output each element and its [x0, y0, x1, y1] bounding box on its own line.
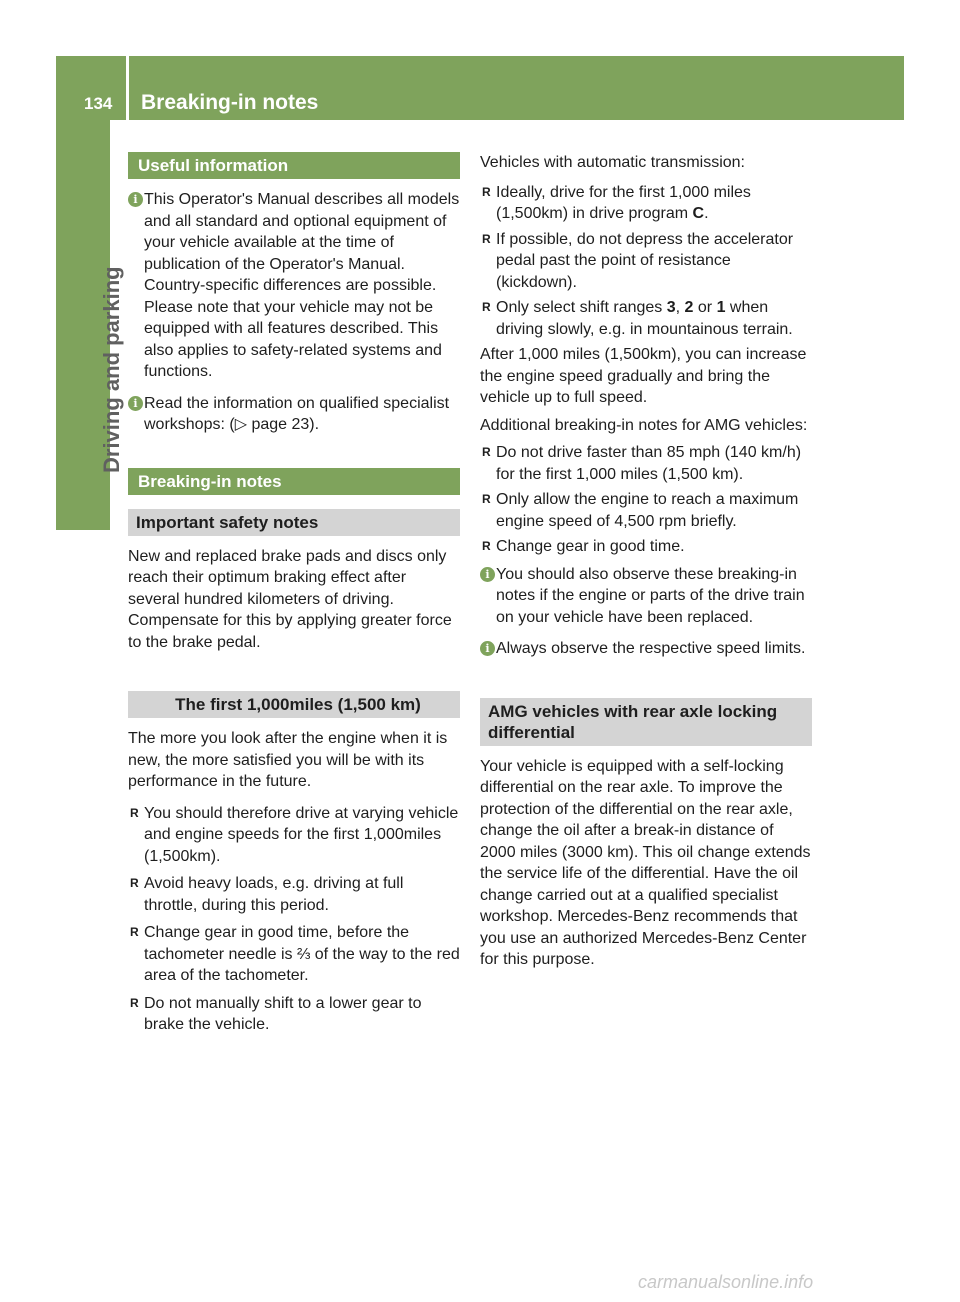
header-divider: [126, 56, 129, 120]
amg-differential-heading: AMG vehicles with rear axle locking differential: [480, 698, 812, 746]
list-item: R If possible, do not depress the accelerator pedal past the point of resistance (kickdown).: [480, 229, 812, 294]
list-item: R You should therefore drive at varying vehicle and engine speeds for the first 1,000miles (1,500km).: [128, 803, 460, 868]
info-text: You should also observe these breaking-in notes if the engine or parts of the drive train on your vehicle have been replaced.: [496, 565, 805, 626]
list-item: [480, 297, 812, 340]
automatic-intro: Vehicles with automatic transmission:: [480, 154, 745, 171]
list-item-text: Ideally, drive for the first 1,000 miles (1,500km) in drive program: [496, 183, 751, 222]
list-item: R Change gear in good time, before the tachometer needle is ⅔ of the way to the red area of the tachometer.: [128, 922, 460, 987]
safety-notes-heading: Important safety notes: [128, 509, 460, 536]
shift-range-3: 3: [666, 299, 676, 316]
info-icon: i: [480, 567, 495, 582]
useful-information-heading: Useful information: [128, 152, 460, 179]
info-note: [480, 638, 812, 660]
list-item-text: ,: [675, 299, 685, 316]
page-number-box: [56, 56, 126, 120]
info-note: [128, 189, 460, 383]
watermark: carmanualsonline.info: [638, 1272, 814, 1292]
page-title: Breaking-in notes: [141, 91, 319, 114]
after-paragraph: After 1,000 miles (1,500km), you can increase the engine speed gradually and bring the vehicle up to full speed.: [480, 346, 807, 406]
right-column: [480, 152, 812, 981]
first-miles-paragraph: The more you look after the engine when it is new, the more satisfied you will be with its performance in the future.: [128, 730, 448, 790]
list-item: R Avoid heavy loads, e.g. driving at full throttle, during this period.: [128, 873, 460, 916]
drive-program-label: C: [692, 205, 705, 222]
list-item: R Do not drive faster than 85 mph (140 km/h) for the first 1,000 miles (1,500 km).: [480, 442, 812, 485]
shift-range-2: 2: [684, 299, 694, 316]
shift-range-1: 1: [716, 299, 726, 316]
info-icon: i: [128, 396, 143, 411]
list-item-text: Only select shift ranges: [496, 299, 667, 316]
list-item: [480, 182, 812, 225]
breaking-in-heading: Breaking-in notes: [128, 468, 460, 495]
list-item-text: .: [704, 205, 709, 222]
page-number: 134: [84, 94, 113, 113]
list-item: R Do not manually shift to a lower gear to brake the vehicle.: [128, 993, 460, 1036]
info-icon: i: [480, 641, 495, 656]
chapter-label: Driving and parking: [99, 266, 124, 473]
left-column: [128, 152, 460, 1042]
info-text: This Operator's Manual describes all models and all standard and optional equipment of your vehicle available at the time of publication of the Operator's Manual. Country-specific differences are possible. Please note that your vehicle may not be equipped with all features described. This also applies to safety-related systems and functions.: [144, 191, 460, 380]
list-item: R Only allow the engine to reach a maximum engine speed of 4,500 rpm briefly.: [480, 489, 812, 532]
list-item: R Change gear in good time.: [480, 536, 812, 558]
info-note: [128, 393, 460, 436]
info-icon: i: [128, 192, 143, 207]
info-note: [480, 564, 812, 629]
info-text: Always observe the respective speed limits.: [496, 640, 806, 657]
amg-differential-paragraph: Your vehicle is equipped with a self-locking differential on the rear axle. To improve the protection of the differential on the rear axle, change the oil after a break-in distance of 2000 miles (3000 km). This oil change extends the service life of the differential. Have the oil change carried out at a qualified specialist workshop. Mercedes-Benz recommends that you use an authorized Mercedes-Benz Center for this purpose.: [480, 757, 811, 968]
list-item-text: or: [693, 299, 717, 316]
first-miles-heading: The first 1,000miles (1,500 km): [128, 691, 460, 718]
page-header: [56, 56, 904, 120]
safety-paragraph: New and replaced brake pads and discs only reach their optimum braking effect after several hundred kilometers of driving. Compensate for this by applying greater force to the brake pedal.: [128, 547, 452, 651]
list-item-text: when driving slowly, e.g. in mountainous terrain.: [496, 299, 793, 338]
page-reference-link[interactable]: Read the information on qualified specialist workshops: (▷ page 23).: [144, 394, 450, 433]
amg-intro: Additional breaking-in notes for AMG vehicles:: [480, 416, 808, 434]
